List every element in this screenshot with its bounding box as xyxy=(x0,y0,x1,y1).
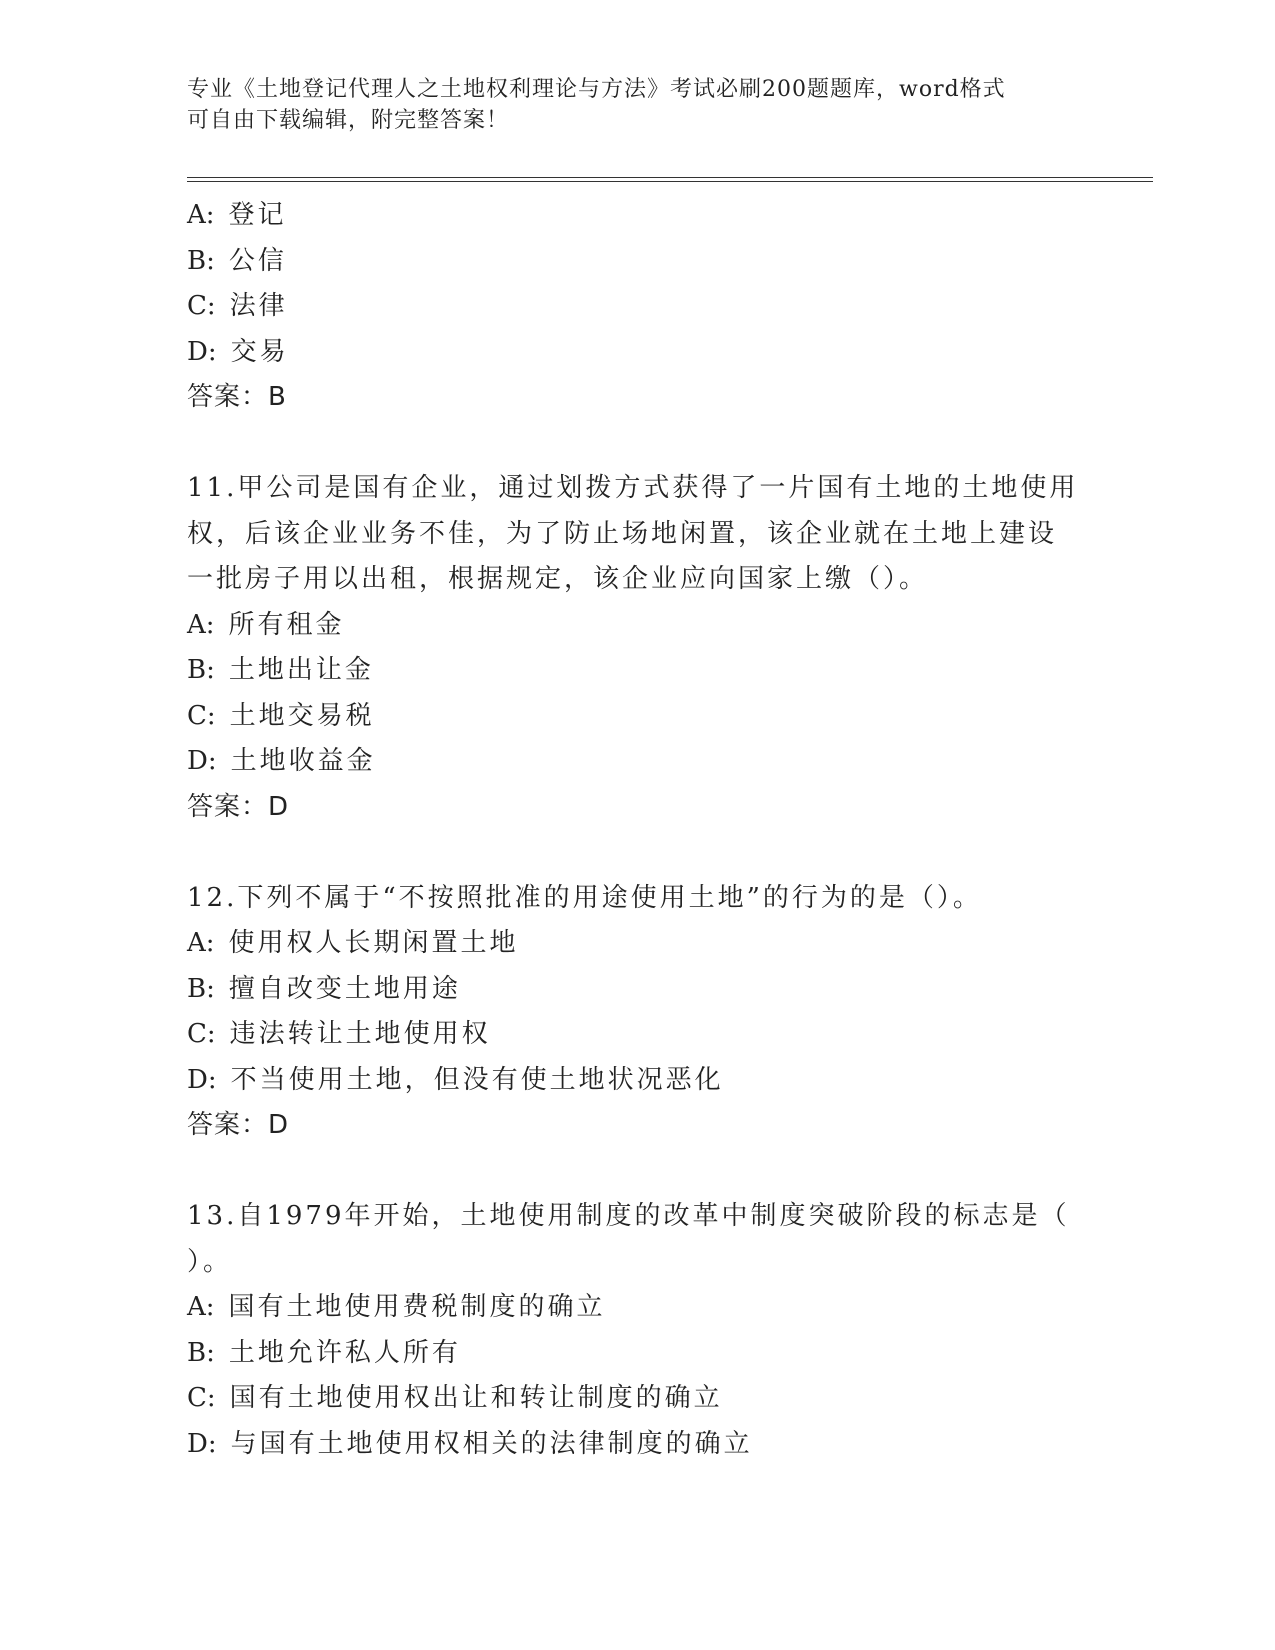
question-13 xyxy=(187,1194,1087,1467)
option-a: A: 使用权人长期闲置土地 xyxy=(187,928,519,958)
option-a: A: 国有土地使用费税制度的确立 xyxy=(187,1292,606,1322)
option-c: C: 土地交易税 xyxy=(187,700,375,731)
header-divider-bottom xyxy=(187,181,1153,182)
header-divider-top xyxy=(187,177,1153,178)
option-d: D: 土地收益金 xyxy=(187,746,376,776)
option-c: C: 法律 xyxy=(187,291,288,321)
option-c: C: 违法转让土地使用权 xyxy=(187,1019,491,1049)
answer: 答案：B xyxy=(187,382,287,412)
answer: 答案：D xyxy=(187,1110,290,1140)
answer: 答案：D xyxy=(187,791,290,822)
question-10-tail xyxy=(187,193,1087,421)
option-c: C: 国有土地使用权出让和转让制度的确立 xyxy=(187,1383,723,1413)
option-a: A: 所有租金 xyxy=(187,609,345,640)
header-line-2: 可自由下载编辑，附完整答案！ xyxy=(187,108,510,133)
option-d: D: 不当使用土地，但没有使土地状况恶化 xyxy=(187,1064,724,1095)
question-text: ）。 xyxy=(187,1246,233,1277)
option-b: B: 擅自改变土地用途 xyxy=(187,973,461,1004)
option-d: D: 交易 xyxy=(187,336,289,367)
option-d: D: 与国有土地使用权相关的法律制度的确立 xyxy=(187,1428,753,1459)
question-text: 11.甲公司是国有企业，通过划拨方式获得了一片国有土地的土地使用 xyxy=(187,473,1079,503)
option-a: A: 登记 xyxy=(187,200,287,230)
question-text: 权，后该企业业务不佳，为了防止场地闲置，该企业就在土地上建设 xyxy=(187,518,1058,549)
option-b: B: 土地允许私人所有 xyxy=(187,1337,461,1368)
option-b: B: 公信 xyxy=(187,245,287,276)
header-line-1: 专业《土地登记代理人之土地权利理论与方法》考试必刷200题题库，word格式 xyxy=(187,77,1006,102)
document-body xyxy=(187,193,1087,1467)
question-12 xyxy=(187,876,1087,1149)
document-header xyxy=(187,74,1067,136)
option-b: B: 土地出让金 xyxy=(187,655,374,685)
question-text: 一批房子用以出租，根据规定，该企业应向国家上缴（）。 xyxy=(187,564,929,594)
question-11 xyxy=(187,466,1087,830)
question-text: 12.下列不属于“不按照批准的用途使用土地”的行为的是（）。 xyxy=(187,882,982,913)
question-text: 13.自1979年开始，土地使用制度的改革中制度突破阶段的标志是（ xyxy=(187,1201,1070,1231)
